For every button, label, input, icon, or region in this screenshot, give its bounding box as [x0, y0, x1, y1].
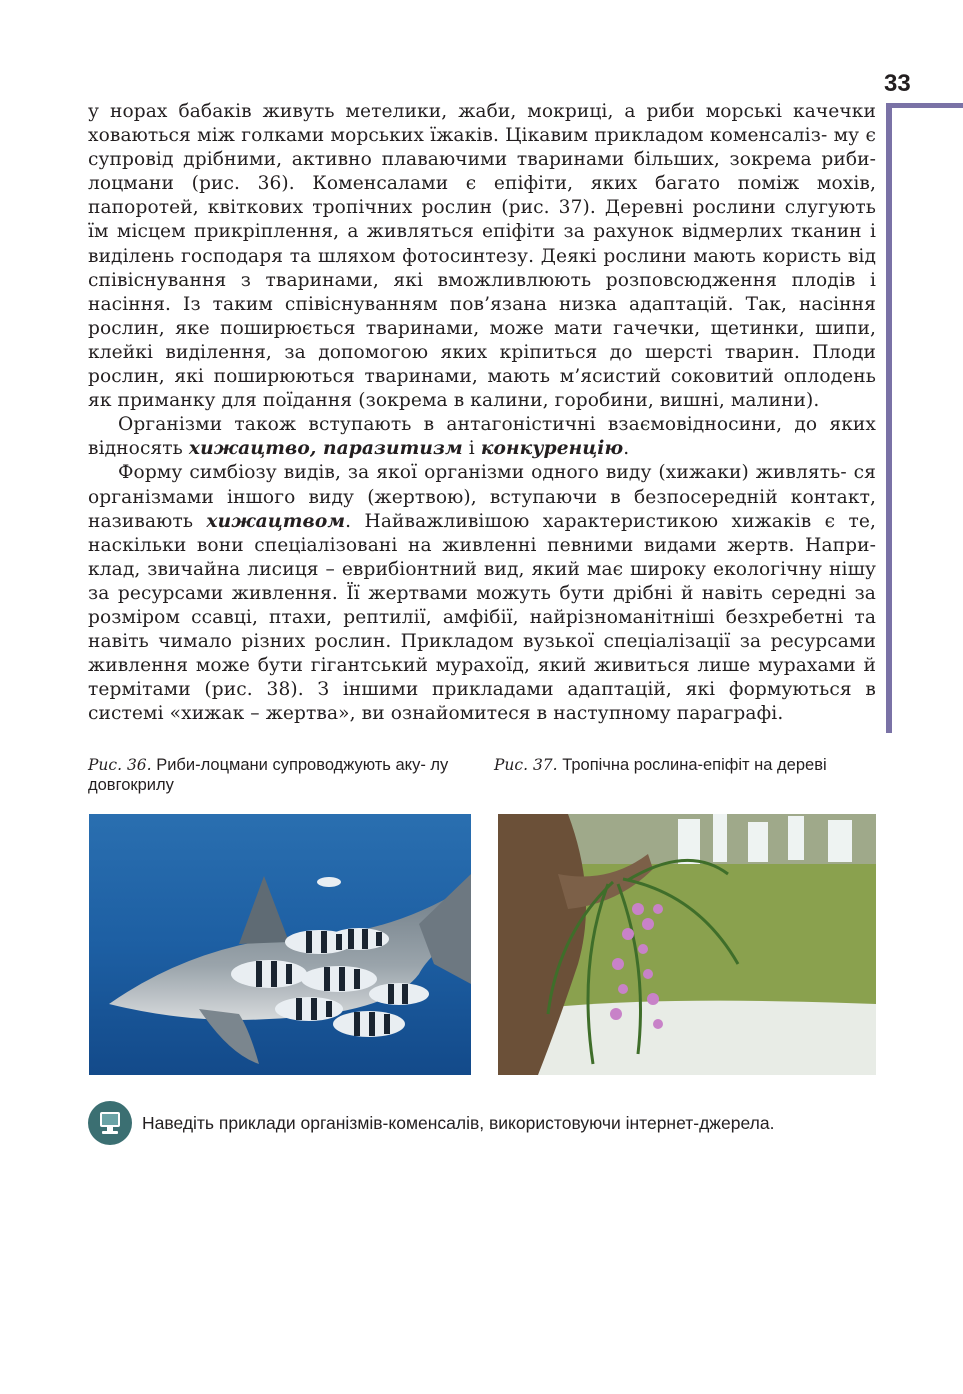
paragraph-2-line-1: Організми також вступають в антагоністичні взаємовідносини, до яких [118, 414, 876, 436]
computer-icon [88, 1101, 132, 1145]
paragraph-2-end: . [623, 438, 630, 460]
page-number: 33 [884, 70, 911, 97]
paragraph-1 [88, 100, 876, 413]
paragraph-3-line-1: Форму симбіозу видів, за якої організми одного виду (хижаки) живлять- [118, 462, 847, 484]
term-predation: хижацтвом [206, 510, 346, 532]
photo-epiphyte-orchid [498, 814, 876, 1075]
paragraph-1-line: як приманку для поїдання (зокрема в калини, горобини, вишні, малини). [88, 390, 820, 412]
caption-fig-37-text: Тропічна рослина-епіфіт на дереві [557, 756, 827, 774]
paragraph-2-line-2-start: відносять [88, 438, 189, 460]
task-text: Наведіть приклади організмів-коменсалів, використовуючи інтернет-джерела. [142, 1113, 775, 1133]
paragraph-2-conjunction: і [462, 438, 481, 460]
paragraph-1-line: ховаються між голками морських їжаків. Цікавим прикладом коменсаліз- [88, 125, 834, 147]
caption-fig-36-text: Риби-лоцмани супроводжують аку- лу довгокрилу [88, 756, 449, 794]
caption-fig-37 [494, 755, 886, 775]
term-predation-parasitism: хижацтво, паразитизм [188, 438, 463, 460]
paragraph-3 [88, 461, 876, 726]
paragraph-1-line: му є супровід дрібними, активно плаваючими тваринами більших, зокрема [88, 125, 876, 171]
paragraph-1-line: папоротей, квіткових тропічних рослин (рис. 37). Деревні рослини слугують [88, 197, 876, 219]
photo-shark-pilot-fish [89, 814, 471, 1075]
paragraph-1-line: від співіснування з тваринами, які вможливлюють розповсюдження плодів [88, 245, 876, 291]
paragraph-1-line: у норах бабаків живуть метелики, жаби, мокриці, а риби морські качечки [88, 101, 876, 122]
caption-fig-37-label: Рис. 37. [494, 756, 558, 774]
paragraph-1-line: клейкі виділення, за допомогою яких кріпиться до шерсті тварин. Плоди [88, 341, 876, 363]
term-competition: конкуренцію [480, 438, 624, 460]
paragraph-1-line: рослин, які поширюються тваринами, мають м’ясистий соковитий оплодень [88, 366, 876, 388]
paragraph-2 [88, 413, 876, 461]
margin-bar-side [886, 103, 892, 733]
paragraph-3-line-3-start: називають [88, 510, 207, 532]
paragraph-1-line: риби-лоцмани (рис. 36). Коменсалами є епіфіти, яких багато поміж мохів, [88, 149, 876, 195]
paragraph-3-rest: . Найважливішою характеристикою хижаків є те, наскільки вони спеціалізовані на живленні певними видами жертв. Напри- клад, звичайна лисиця – еврибіонтний вид, який має широку екологічну нішу за ресурсами живлення. Її жертвами можуть бути дрібні й навіть середні за розміром ссавці, птахи, рептилії, амфібії, найрізноманітніші безхребетні та навіть чимало різних рослин. Прикладом вузької спеціалізації за ресурсами живлення може бути гігантський мурахоїд, який живиться лише мурахами й термітами (рис. 38). З іншими прикладами адаптацій, які формуються в системі «хижак – жертва», ви ознайомитеся в наступному параграфі. [88, 510, 877, 725]
paragraph-3-line-2: ся організмами іншого виду (жертвою), вступаючи в безпосередній контакт, [88, 462, 876, 508]
paragraph-1-line: рослин, яке поширюється тваринами, може мати гачечки, щетинки, шипи, [88, 317, 876, 339]
body-text [88, 100, 876, 726]
paragraph-1-line: їм місцем прикріплення, а живляться епіфіти за рахунок відмерлих тканин [88, 221, 870, 243]
caption-fig-36-label: Рис. 36. [88, 756, 152, 774]
paragraph-1-line: і виділень господаря та шляхом фотосинтезу. Деякі рослини мають користь [88, 221, 876, 267]
margin-bar-top [886, 103, 963, 108]
paragraph-1-line: і насіння. Із таким співіснуванням пов’язана низка адаптацій. Так, насіння [88, 269, 876, 315]
caption-fig-36 [88, 755, 484, 795]
